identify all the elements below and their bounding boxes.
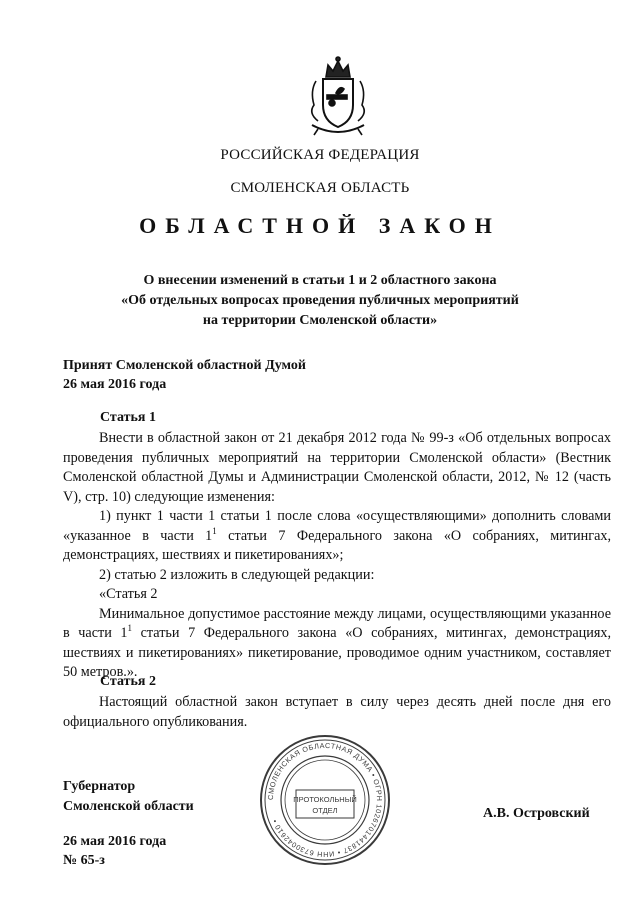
article-2-text: Настоящий областной закон вступает в силу через десять дней после дня его официального опубликования.	[63, 694, 611, 730]
stamp-center-line-2: ОТДЕЛ	[312, 806, 338, 815]
adopted-date: 26 мая 2016 года	[63, 377, 167, 392]
region-heading: СМОЛЕНСКАЯ ОБЛАСТЬ	[230, 180, 410, 196]
smolensk-coat-of-arms-icon	[296, 55, 380, 137]
article-1-item-2: 2) статью 2 изложить в следующей редакции:	[99, 566, 375, 583]
law-number: № 65-з	[63, 853, 105, 868]
quoted-article-text: Минимальное допустимое расстояние между лицами, осуществляющими указанное в части $1^1$ статьи 7 Федерального закона «О собраниях, митингах, демонстрациях, шествиях и пикетированиях» пикетирование, проводимое одним участником, составляет 50 метров.».	[63, 605, 611, 680]
article-1-item-1: 1) пункт 1 части 1 статьи 1 после слова «осуществляющими» дополнить словами «указанное в части $1^1$ статьи 7 Федерального закона «О собраниях, митингах, демонстрациях, шествиях и пикетированиях»;	[63, 508, 612, 563]
signing-date: 26 мая 2016 года	[63, 834, 167, 849]
stamp-center-line-1: ПРОТОКОЛЬНЫЙ	[293, 795, 357, 804]
article-1-heading: Статья 1	[100, 410, 156, 425]
stamp-ring-text: СМОЛЕНСКАЯ ОБЛАСТНАЯ ДУМА • ОГРН 1026701441837 • ИНН 6730042610 •	[265, 740, 385, 860]
article-1-body	[63, 429, 611, 683]
article-2-heading: Статья 2	[100, 674, 156, 689]
document-type-title: ОБЛАСТНОЙ ЗАКОН	[139, 213, 501, 238]
signatory-role-line-1: Губернатор	[63, 779, 136, 794]
official-stamp	[258, 733, 392, 867]
quoted-article-heading: «Статья 2	[99, 586, 158, 602]
article-2-body	[63, 693, 611, 732]
article-1-intro: Внести в областной закон от 21 декабря 2012 года № 99-з «Об отдельных вопросах проведения публичных мероприятий на территории Смоленской области» (Вестник Смоленской областной Думы и Администрации Смоленской области, 2012, № 12 (часть V), стр. 10) следующие изменения:	[63, 430, 611, 505]
signatory-name: А.В. Островский	[483, 806, 590, 821]
adopted-by: Принят Смоленской областной Думой	[63, 358, 306, 373]
subject-line-3: на территории Смоленской области»	[202, 313, 438, 328]
federation-heading: РОССИЙСКАЯ ФЕДЕРАЦИЯ	[220, 147, 420, 163]
subject-line-2: «Об отдельных вопросах проведения публичных мероприятий	[121, 293, 519, 308]
subject-line-1: О внесении изменений в статьи 1 и 2 областного закона	[143, 273, 497, 288]
signatory-role-line-2: Смоленской области	[63, 799, 194, 814]
